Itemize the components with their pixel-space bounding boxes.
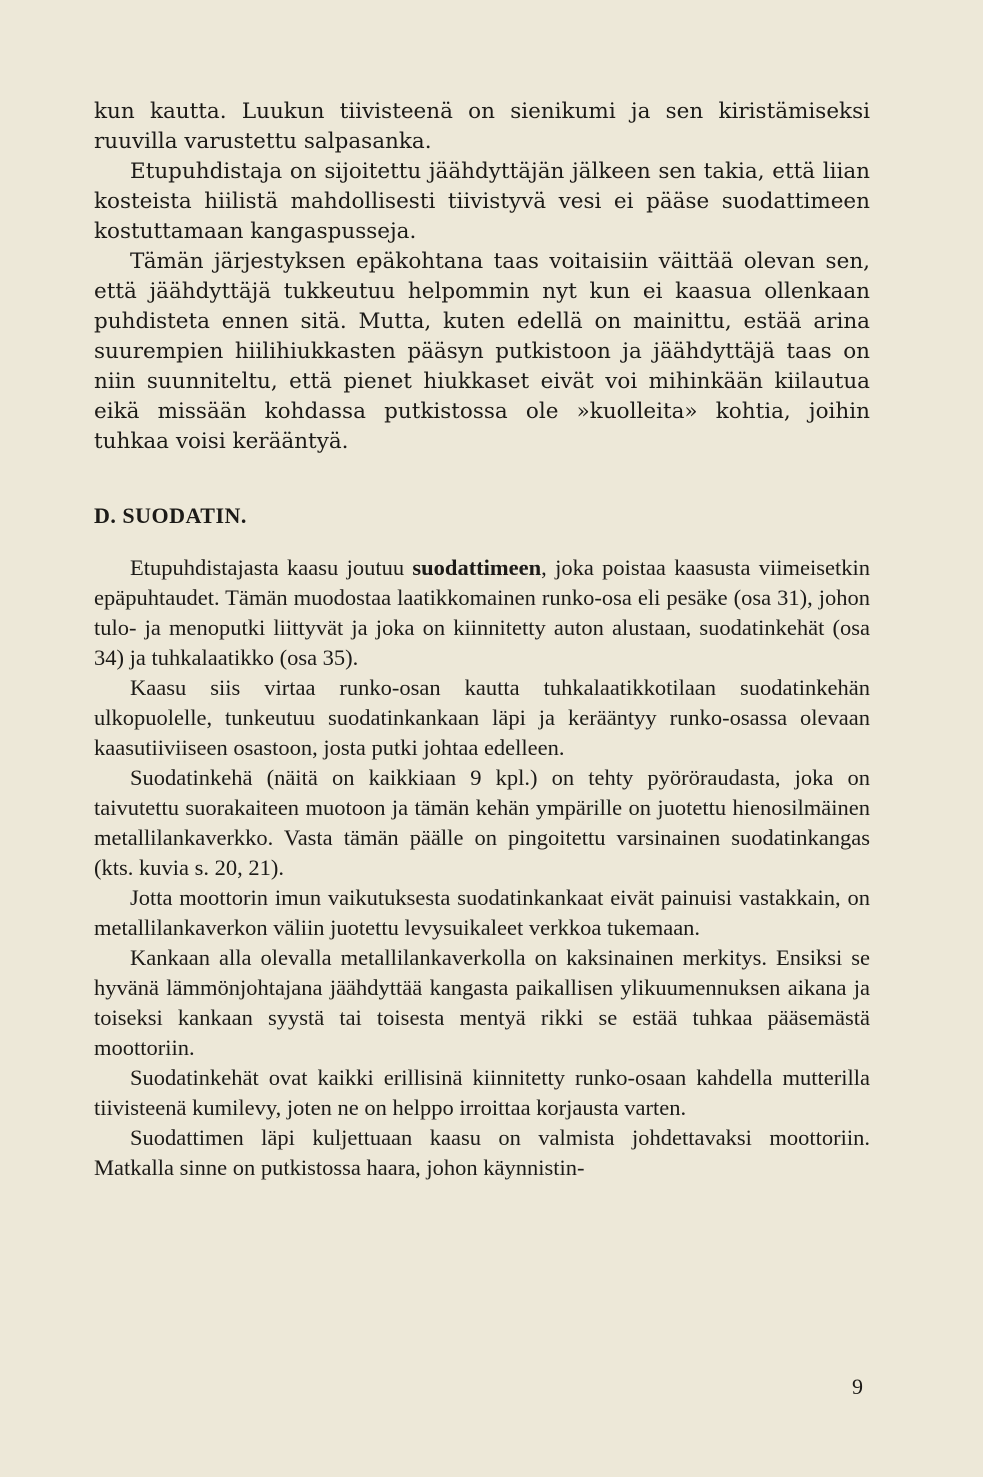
emphasized-term: suodattimeen xyxy=(412,555,542,580)
page-number: 9 xyxy=(852,1374,863,1399)
section-paragraph-7: Suodattimen läpi kuljettuaan kaasu on valmista johdettavaksi moottoriin. Matkalla sinne on putkistossa haara, johon käynnistin- xyxy=(94,1125,870,1180)
section-paragraph-5: Kankaan alla olevalla metallilankaverkolla on kaksinainen merkitys. Ensiksi se hyvänä lämmönjohtajana jäähdyttää kangasta paikallisen ylikuumennuksen aikana ja toiseksi kankaan syystä tai toisesta mentyä rikki se estää tuhkaa pääsemästä moottoriin. xyxy=(94,945,870,1060)
page-text xyxy=(94,97,870,1183)
section-paragraph-1 xyxy=(94,553,870,673)
section-paragraph-3: Suodatinkehä (näitä on kaikkiaan 9 kpl.) on tehty pyöröraudasta, joka on taivutettu suorakaiteen muotoon ja tämän kehän ympärille on juotettu hienosilmäinen metallilankaverkko. Vasta tämän päälle on pingoitettu varsinainen suodatinkangas (kts. kuvia s. 20, 21). xyxy=(94,765,870,880)
intro-paragraph-3: Tämän järjestyksen epäkohtana taas voitaisiin väittää olevan sen, että jäähdyttäjä tukkeutuu helpommin nyt kun ei kaasua ollenkaan puhdisteta ennen sitä. Mutta, kuten edellä on mainittu, estää arina suurempien hiilihiukkasten pääsyn putkistoon ja jäähdyttäjä taas on niin suunniteltu, että pienet hiukkaset eivät voi mihinkään kiilautua eikä missään kohdassa putkistossa ole »kuolleita» kohtia, joihin tuhkaa voisi kerääntyä. xyxy=(94,249,870,454)
section-body xyxy=(94,553,870,1183)
section-paragraph-2: Kaasu siis virtaa runko-osan kautta tuhkalaatikkotilaan suodatinkehän ulkopuolelle, tunkeutuu suodatinkankaan läpi ja kerääntyy runko-osassa olevaan kaasutiiviiseen osastoon, josta putki johtaa edelleen. xyxy=(94,675,870,760)
section-paragraph-1-end: , joka poistaa kaasusta viimeisetkin epäpuhtaudet. Tämän muodostaa laatikkomainen runko-osa eli pesäke (osa 31), johon tulo- ja menoputki liittyvät ja joka on kiinnitetty auton alustaan, suodatinkehät (osa 34) ja tuhkalaatikko (osa 35). xyxy=(94,555,870,670)
intro-paragraph-2: Etupuhdistaja on sijoitettu jäähdyttäjän jälkeen sen takia, että liian kosteista hiilistä mahdollisesti tiivistyvä vesi ei pääse suodattimeen kostuttamaan kangaspusseja. xyxy=(94,159,870,244)
section-paragraph-1-start: Etupuhdistajasta kaasu joutuu xyxy=(130,555,413,580)
intro-paragraph-1: kun kautta. Luukun tiivisteenä on sienikumi ja sen kiristämiseksi ruuvilla varustettu salpasanka. xyxy=(94,99,870,154)
section-heading: D. SUODATIN. xyxy=(94,503,247,528)
section-paragraph-4: Jotta moottorin imun vaikutuksesta suodatinkankaat eivät painuisi vastakkain, on metallilankaverkon väliin juotettu levysuikaleet verkkoa tukemaan. xyxy=(94,885,870,940)
section-paragraph-6: Suodatinkehät ovat kaikki erillisinä kiinnitetty runko-osaan kahdella mutterilla tiivisteenä kumilevy, joten ne on helppo irroittaa korjausta varten. xyxy=(94,1065,870,1120)
